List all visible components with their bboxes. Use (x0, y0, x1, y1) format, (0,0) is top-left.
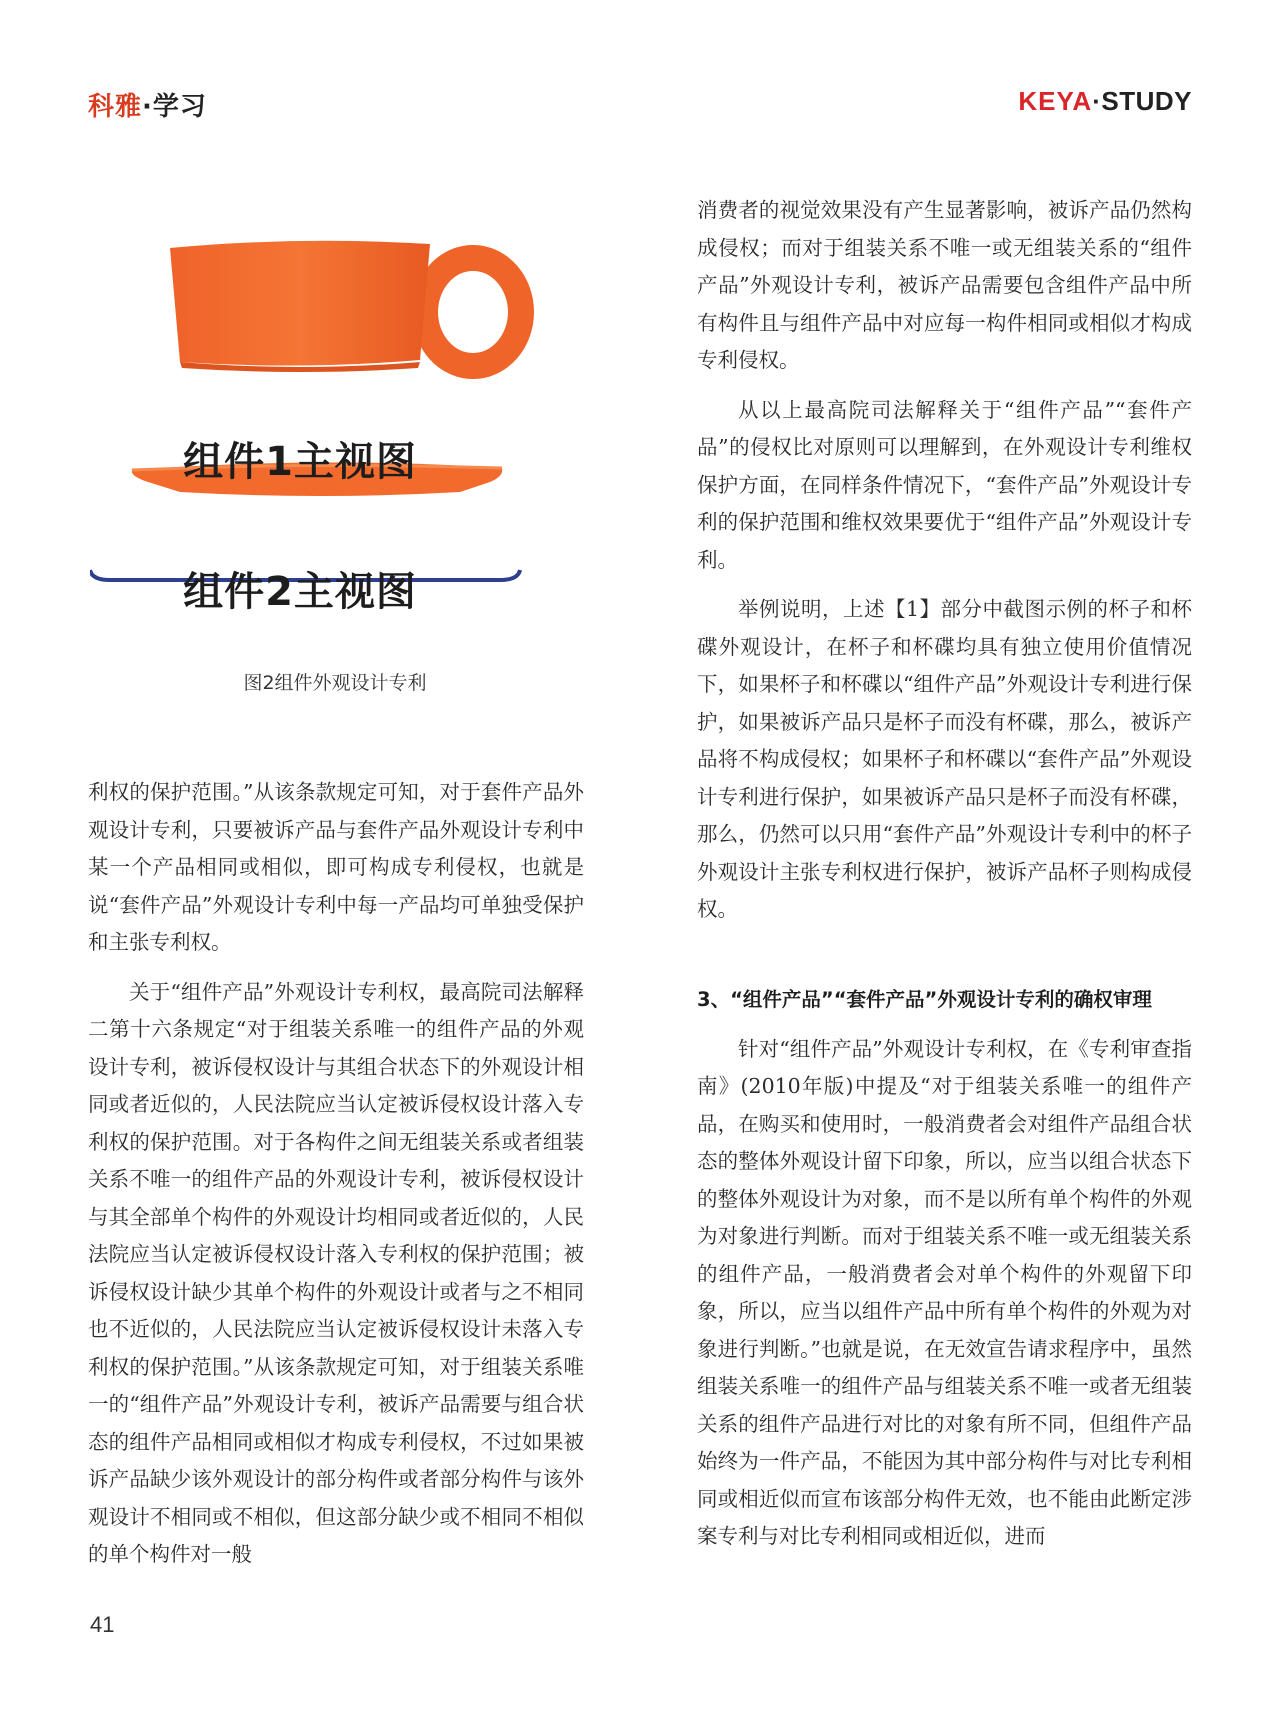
figure-label-component-2: 组件2主视图 (183, 569, 417, 615)
paragraph: 关于“组件产品”外观设计专利权，最高院司法解释二第十六条规定“对于组装关系唯一的组件产品的外观设计专利，被诉侵权设计与其组合状态下的外观设计相同或者近似的，人民法院应当认定被诉侵权设计落入专利权的保护范围。对于各构件之间无组装关系或者组装关系不唯一的组件产品的外观设计专利，被诉侵权设计与其全部单个构件的外观设计均相同或者近似的，人民法院应当认定被诉侵权设计落入专利权的保护范围；被诉侵权设计缺少其单个构件的外观设计或者与之不相同也不近似的，人民法院应当认定被诉侵权设计未落入专利权的保护范围。”从该条款规定可知，对于组装关系唯一的“组件产品”外观设计专利，被诉产品需要与组合状态的组件产品相同或相似才构成专利侵权，不过如果被诉产品缺少该外观设计的部分构件或者部分构件与该外观设计不相同或不相似，但这部分缺少或不相同不相似的单个构件对一般 (88, 979, 584, 1566)
figure-label-component-1: 组件1主视图 (183, 439, 417, 485)
paragraph: 利权的保护范围。”从该条款规定可知，对于套件产品外观设计专利，只要被诉产品与套件产品外观设计专利中某一个产品相同或相似，即可构成专利侵权，也就是说“套件产品”外观设计专利中每一产品均可单独受保护和主张专利权。 (88, 780, 584, 954)
header-brand-left (88, 86, 207, 123)
brand-left-accent: 科雅 (88, 92, 143, 122)
paragraph: 举例说明，上述【1】部分中截图示例的杯子和杯碟外观设计，在杯子和杯碟均具有独立使用价值情况下，如果杯子和杯碟以“组件产品”外观设计专利进行保护，如果被诉产品只是杯子而没有杯碟，那么，被诉产品将不构成侵权；如果杯子和杯碟以“套件产品”外观设计专利进行保护，如果被诉产品只是杯子而没有杯碟，那么，仍然可以只用“套件产品”外观设计专利中的杯子外观设计主张专利权进行保护，被诉产品杯子则构成侵权。 (697, 597, 1192, 921)
paragraph: 从以上最高院司法解释关于“组件产品”“套件产品”的侵权比对原则可以理解到，在外观设计专利维权保护方面，在同样条件情况下，“套件产品”外观设计专利的保护范围和维权效果要优于“组件产品”外观设计专利。 (697, 397, 1192, 572)
brand-right-rest: ·STUDY (1092, 86, 1192, 116)
paragraph: 针对“组件产品”外观设计专利权，在《专利审查指南》(2010年版)中提及“对于组装关系唯一的组件产品，在购买和使用时，一般消费者会对组件产品组合状态的整体外观设计留下印象，所以，应当以组合状态下的整体外观设计为对象，而不是以所有单个构件的外观为对象进行判断。而对于组装关系不唯一或无组装关系的组件产品，一般消费者会对单个构件的外观留下印象，所以，应当以组件产品中所有单个构件的外观为对象进行判断。”也就是说，在无效宣告请求程序中，虽然组装关系唯一的组件产品与组装关系不唯一或者无组装关系的组件产品进行对比的对象有所不同，但组件产品始终为一件产品，不能因为其中部分构件与对比专利相同或相近似而宣布该部分构件无效，也不能由此断定涉案专利与对比专利相同或相近似，进而 (697, 1036, 1192, 1548)
brand-right-accent: KEYA (1018, 86, 1093, 116)
header-brand-right (1018, 86, 1192, 117)
figure-component-design (90, 230, 580, 650)
brand-left-rest: ·学习 (142, 92, 207, 122)
figure-caption: 图2组件外观设计专利 (243, 672, 427, 694)
right-column (697, 192, 1192, 1568)
cup-icon (170, 241, 430, 372)
paragraph: 消费者的视觉效果没有产生显著影响，被诉产品仍然构成侵权；而对于组装关系不唯一或无组装关系的“组件产品”外观设计专利，被诉产品需要包含组件产品中所有构件且与组件产品中对应每一构件相同或相似才构成专利侵权。 (697, 198, 1192, 372)
left-column (88, 774, 584, 1586)
cup-handle-icon (425, 258, 521, 366)
page-number: 41 (90, 1612, 115, 1637)
section-heading: 3、“组件产品”“套件产品”外观设计专利的确权审理 (697, 987, 1152, 1011)
